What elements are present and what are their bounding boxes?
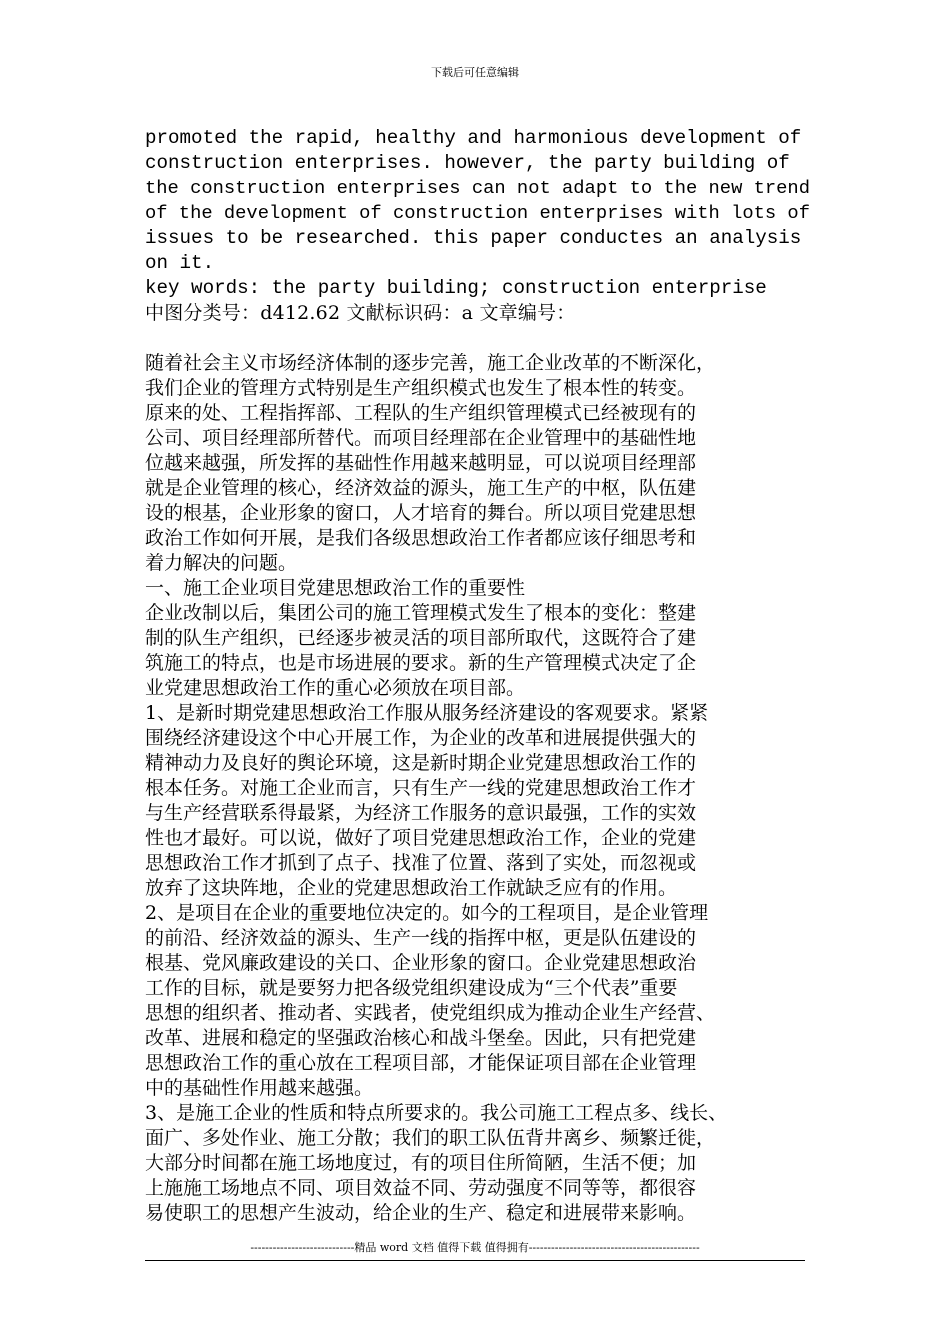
abstract-line: the construction enterprises can not adapt to the new trend xyxy=(145,177,810,199)
abstract-english xyxy=(145,126,813,301)
keywords-line: key words: the party building; construction enterprise xyxy=(145,277,767,299)
body-line: 就是企业管理的核心，经济效益的源头，施工生产的中枢，队伍建 xyxy=(145,477,697,499)
body-line: 的前沿、经济效益的源头、生产一线的指挥中枢，更是队伍建设的 xyxy=(145,927,697,949)
body-line: 精神动力及良好的舆论环境，这是新时期企业党建思想政治工作的 xyxy=(145,752,697,774)
body-line: 2、是项目在企业的重要地位决定的。如今的工程项目，是企业管理 xyxy=(145,902,709,924)
abstract-line: issues to be researched. this paper conductes an analysis xyxy=(145,227,802,249)
body-line: 性也才最好。可以说，做好了项目党建思想政治工作，企业的党建 xyxy=(145,827,697,849)
footer-divider xyxy=(145,1260,805,1261)
classification-line: 中图分类号：d412.62 文献标识码：a 文章编号： xyxy=(145,302,576,324)
body-line: 筑施工的特点，也是市场进展的要求。新的生产管理模式决定了企 xyxy=(145,652,697,674)
body-line: 面广、多处作业、施工分散；我们的职工队伍背井离乡、频繁迁徙， xyxy=(145,1127,716,1149)
body-line: 随着社会主义市场经济体制的逐步完善，施工企业改革的不断深化， xyxy=(145,352,716,374)
page-header-note: 下载后可任意编辑 xyxy=(431,66,519,79)
body-line: 与生产经营联系得最紧，为经济工作服务的意识最强，工作的实效 xyxy=(145,802,697,824)
section-heading: 一、施工企业项目党建思想政治工作的重要性 xyxy=(145,577,526,599)
body-line: 思想政治工作才抓到了点子、找准了位置、落到了实处，而忽视或 xyxy=(145,852,697,874)
body-line: 3、是施工企业的性质和特点所要求的。我公司施工工程点多、线长、 xyxy=(145,1102,728,1124)
blank-line xyxy=(145,326,813,351)
body-line: 我们企业的管理方式特别是生产组织模式也发生了根本性的转变。 xyxy=(145,377,697,399)
body-line: 企业改制以后，集团公司的施工管理模式发生了根本的变化：整建 xyxy=(145,602,697,624)
body-line: 放弃了这块阵地，企业的党建思想政治工作就缺乏应有的作用。 xyxy=(145,877,678,899)
body-line: 政治工作如何开展，是我们各级思想政治工作者都应该仔细思考和 xyxy=(145,527,697,549)
body-line: 思想政治工作的重心放在工程项目部，才能保证项目部在企业管理 xyxy=(145,1052,697,1074)
body-line: 上施施工场地点不同、项目效益不同、劳动强度不同等等，都很容 xyxy=(145,1177,697,1199)
body-line: 中的基础性作用越来越强。 xyxy=(145,1077,374,1099)
body-line: 根本任务。对施工企业而言，只有生产一线的党建思想政治工作才 xyxy=(145,777,697,799)
body-line: 思想的组织者、推动者、实践者，使党组织成为推动企业生产经营、 xyxy=(145,1002,716,1024)
body-line: 设的根基，企业形象的窗口，人才培育的舞台。所以项目党建思想 xyxy=(145,502,697,524)
document-body xyxy=(145,126,813,1226)
body-line: 1、是新时期党建思想政治工作服从服务经济建设的客观要求。紧紧 xyxy=(145,702,709,724)
body-line: 围绕经济建设这个中心开展工作，为企业的改革和进展提供强大的 xyxy=(145,727,697,749)
abstract-line: on it. xyxy=(145,252,215,274)
body-line: 大部分时间都在施工场地度过，有的项目住所简陋，生活不便；加 xyxy=(145,1152,697,1174)
body-line: 制的队生产组织，已经逐步被灵活的项目部所取代，这既符合了建 xyxy=(145,627,697,649)
body-line: 工作的目标，就是要努力把各级党组织建设成为“三个代表”重要 xyxy=(145,977,678,999)
abstract-line: construction enterprises. however, the party building of xyxy=(145,152,790,174)
body-line: 业党建思想政治工作的重心必须放在项目部。 xyxy=(145,677,526,699)
article-text xyxy=(145,351,813,1226)
body-line: 位越来越强，所发挥的基础性作用越来越明显，可以说项目经理部 xyxy=(145,452,697,474)
abstract-line: of the development of construction enterprises with lots of xyxy=(145,202,810,224)
body-line: 着力解决的问题。 xyxy=(145,552,298,574)
body-line: 改革、进展和稳定的坚强政治核心和战斗堡垒。因此，只有把党建 xyxy=(145,1027,697,1049)
abstract-line: promoted the rapid, healthy and harmonious development of xyxy=(145,127,802,149)
body-line: 公司、项目经理部所替代。而项目经理部在企业管理中的基础性地 xyxy=(145,427,697,449)
body-line: 易使职工的思想产生波动，给企业的生产、稳定和进展带来影响。 xyxy=(145,1202,697,1224)
body-line: 根基、党风廉政建设的关口、企业形象的窗口。企业党建思想政治 xyxy=(145,952,697,974)
body-line: 原来的处、工程指挥部、工程队的生产组织管理模式已经被现有的 xyxy=(145,402,697,424)
page-footer-note: ----------------------------精品 word 文档 值得下载 值得拥有---------------------------------------------- xyxy=(250,1241,700,1254)
